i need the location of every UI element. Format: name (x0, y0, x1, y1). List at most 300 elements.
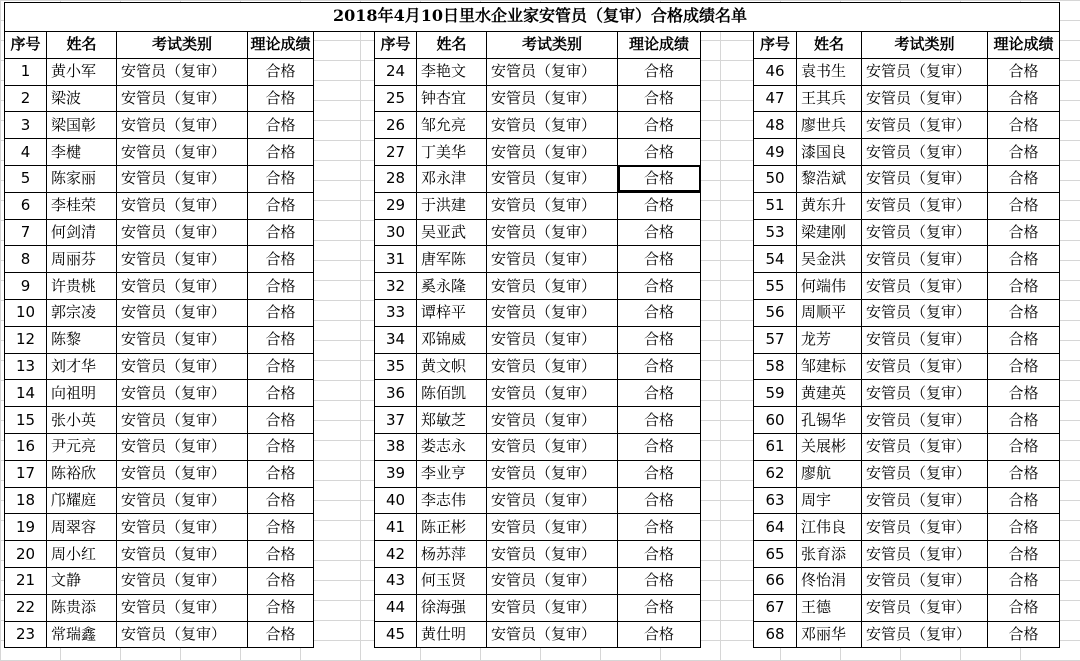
cell-name[interactable]: 陈贵添 (47, 594, 117, 621)
cell-name[interactable]: 周顺平 (797, 299, 862, 326)
cell-result[interactable]: 合格 (248, 326, 314, 353)
cell-no[interactable]: 49 (754, 139, 797, 166)
cell-no[interactable]: 38 (375, 433, 417, 460)
table-row (754, 487, 1060, 514)
cell-type[interactable]: 安管员（复审） (117, 460, 248, 487)
cell-result[interactable]: 合格 (618, 433, 701, 460)
cell-name[interactable]: 杨苏萍 (417, 541, 487, 568)
cell-name[interactable]: 漆国良 (797, 139, 862, 166)
cell-name[interactable]: 陈黎 (47, 326, 117, 353)
cell-result[interactable]: 合格 (988, 192, 1060, 219)
cell-result[interactable]: 合格 (248, 514, 314, 541)
cell-result[interactable]: 合格 (618, 58, 701, 85)
cell-type[interactable]: 安管员（复审） (862, 85, 988, 112)
header-name[interactable]: 姓名 (47, 32, 117, 59)
cell-name[interactable]: 向祖明 (47, 380, 117, 407)
cell-name[interactable]: 文静 (47, 567, 117, 594)
cell-type[interactable]: 安管员（复审） (117, 621, 248, 648)
cell-name[interactable]: 黎浩斌 (797, 165, 862, 192)
cell-name[interactable]: 黄文帜 (417, 353, 487, 380)
header-no[interactable]: 序号 (754, 32, 797, 59)
cell-result[interactable]: 合格 (618, 299, 701, 326)
cell-type[interactable]: 安管员（复审） (862, 192, 988, 219)
cell-no[interactable]: 58 (754, 353, 797, 380)
cell-name[interactable]: 吴亚武 (417, 219, 487, 246)
table-row (5, 594, 314, 621)
cell-result[interactable]: 合格 (248, 487, 314, 514)
cell-no[interactable]: 28 (375, 165, 417, 192)
cell-type[interactable]: 安管员（复审） (862, 380, 988, 407)
cell-result[interactable]: 合格 (618, 192, 701, 219)
cell-type[interactable]: 安管员（复审） (862, 594, 988, 621)
cell-no[interactable]: 42 (375, 541, 417, 568)
cell-no[interactable]: 50 (754, 165, 797, 192)
cell-name[interactable]: 李志伟 (417, 487, 487, 514)
cell-type[interactable]: 安管员（复审） (862, 326, 988, 353)
cell-no[interactable]: 9 (5, 273, 47, 300)
cell-no[interactable]: 8 (5, 246, 47, 273)
cell-result[interactable]: 合格 (618, 487, 701, 514)
cell-no[interactable]: 57 (754, 326, 797, 353)
cell-type[interactable]: 安管员（复审） (117, 192, 248, 219)
cell-type[interactable]: 安管员（复审） (487, 433, 618, 460)
cell-no[interactable]: 3 (5, 112, 47, 139)
header-type[interactable]: 考试类别 (487, 32, 618, 59)
cell-no[interactable]: 63 (754, 487, 797, 514)
cell-no[interactable]: 34 (375, 326, 417, 353)
cell-no[interactable]: 66 (754, 567, 797, 594)
cell-no[interactable]: 61 (754, 433, 797, 460)
cell-no[interactable]: 14 (5, 380, 47, 407)
cell-no[interactable]: 26 (375, 112, 417, 139)
cell-no[interactable]: 19 (5, 514, 47, 541)
cell-no[interactable]: 15 (5, 407, 47, 434)
cell-result[interactable]: 合格 (248, 219, 314, 246)
cell-name[interactable]: 袁书生 (797, 58, 862, 85)
cell-result[interactable]: 合格 (988, 326, 1060, 353)
cell-name[interactable]: 邝耀庭 (47, 487, 117, 514)
cell-name[interactable]: 周丽芬 (47, 246, 117, 273)
cell-no[interactable]: 54 (754, 246, 797, 273)
cell-type[interactable]: 安管员（复审） (117, 58, 248, 85)
cell-type[interactable]: 安管员（复审） (487, 273, 618, 300)
cell-result[interactable]: 合格 (248, 273, 314, 300)
cell-no[interactable]: 40 (375, 487, 417, 514)
cell-type[interactable]: 安管员（复审） (117, 85, 248, 112)
cell-no[interactable]: 24 (375, 58, 417, 85)
cell-no[interactable]: 7 (5, 219, 47, 246)
cell-no[interactable]: 6 (5, 192, 47, 219)
cell-result[interactable]: 合格 (988, 380, 1060, 407)
cell-result[interactable]: 合格 (988, 594, 1060, 621)
table-row (754, 112, 1060, 139)
cell-result[interactable]: 合格 (988, 541, 1060, 568)
cell-name[interactable]: 丁美华 (417, 139, 487, 166)
cell-name[interactable]: 李楗 (47, 139, 117, 166)
cell-no[interactable]: 30 (375, 219, 417, 246)
cell-name[interactable]: 梁国彰 (47, 112, 117, 139)
cell-name[interactable]: 何玉贤 (417, 567, 487, 594)
cell-result[interactable]: 合格 (988, 58, 1060, 85)
header-name[interactable]: 姓名 (797, 32, 862, 59)
cell-result[interactable]: 合格 (248, 192, 314, 219)
cell-no[interactable]: 22 (5, 594, 47, 621)
cell-type[interactable]: 安管员（复审） (117, 541, 248, 568)
cell-name[interactable]: 尹元亮 (47, 433, 117, 460)
cell-name[interactable]: 张小英 (47, 407, 117, 434)
table-row (754, 326, 1060, 353)
cell-result[interactable]: 合格 (988, 567, 1060, 594)
cell-type[interactable]: 安管员（复审） (117, 433, 248, 460)
cell-type[interactable]: 安管员（复审） (487, 567, 618, 594)
cell-result[interactable]: 合格 (248, 567, 314, 594)
cell-name[interactable]: 唐军陈 (417, 246, 487, 273)
table-row (5, 246, 314, 273)
cell-name[interactable]: 周翠容 (47, 514, 117, 541)
cell-name[interactable]: 黄仕明 (417, 621, 487, 648)
cell-result[interactable]: 合格 (248, 433, 314, 460)
cell-name[interactable]: 谭梓平 (417, 299, 487, 326)
cell-name[interactable]: 何端伟 (797, 273, 862, 300)
cell-no[interactable]: 62 (754, 460, 797, 487)
cell-type[interactable]: 安管员（复审） (487, 621, 618, 648)
cell-result[interactable]: 合格 (618, 246, 701, 273)
cell-type[interactable]: 安管员（复审） (117, 353, 248, 380)
cell-type[interactable]: 安管员（复审） (117, 514, 248, 541)
header-result[interactable]: 理论成绩 (988, 32, 1060, 59)
cell-name[interactable]: 张育添 (797, 541, 862, 568)
cell-type[interactable]: 安管员（复审） (862, 219, 988, 246)
cell-result[interactable]: 合格 (988, 621, 1060, 648)
cell-type[interactable]: 安管员（复审） (487, 594, 618, 621)
table-row (375, 353, 701, 380)
cell-type[interactable]: 安管员（复审） (487, 353, 618, 380)
cell-result[interactable]: 合格 (618, 594, 701, 621)
cell-result[interactable]: 合格 (988, 353, 1060, 380)
cell-no[interactable]: 4 (5, 139, 47, 166)
cell-type[interactable]: 安管员（复审） (862, 621, 988, 648)
cell-name[interactable]: 刘才华 (47, 353, 117, 380)
cell-no[interactable]: 64 (754, 514, 797, 541)
cell-result[interactable]: 合格 (248, 299, 314, 326)
cell-type[interactable]: 安管员（复审） (117, 407, 248, 434)
cell-result[interactable]: 合格 (988, 246, 1060, 273)
cell-no[interactable]: 45 (375, 621, 417, 648)
table-row (5, 433, 314, 460)
cell-type[interactable]: 安管员（复审） (117, 326, 248, 353)
cell-name[interactable]: 邹建标 (797, 353, 862, 380)
cell-result[interactable]: 合格 (618, 85, 701, 112)
cell-no[interactable]: 10 (5, 299, 47, 326)
header-no[interactable]: 序号 (5, 32, 47, 59)
cell-type[interactable]: 安管员（复审） (117, 112, 248, 139)
cell-result[interactable]: 合格 (248, 541, 314, 568)
cell-type[interactable]: 安管员（复审） (487, 219, 618, 246)
cell-no[interactable]: 67 (754, 594, 797, 621)
cell-no[interactable]: 16 (5, 433, 47, 460)
cell-type[interactable]: 安管员（复审） (487, 380, 618, 407)
cell-result[interactable]: 合格 (988, 407, 1060, 434)
cell-result[interactable]: 合格 (248, 353, 314, 380)
cell-type[interactable]: 安管员（复审） (862, 541, 988, 568)
cell-no[interactable]: 68 (754, 621, 797, 648)
cell-type[interactable]: 安管员（复审） (117, 380, 248, 407)
cell-name[interactable]: 许贵桃 (47, 273, 117, 300)
cell-name[interactable]: 王德 (797, 594, 862, 621)
cell-type[interactable]: 安管员（复审） (117, 273, 248, 300)
cell-type[interactable]: 安管员（复审） (117, 567, 248, 594)
cell-type[interactable]: 安管员（复审） (862, 246, 988, 273)
cell-name[interactable]: 郭宗凌 (47, 299, 117, 326)
cell-result[interactable]: 合格 (988, 299, 1060, 326)
cell-result[interactable]: 合格 (988, 460, 1060, 487)
header-result[interactable]: 理论成绩 (618, 32, 701, 59)
cell-result[interactable]: 合格 (988, 487, 1060, 514)
cell-no[interactable]: 47 (754, 85, 797, 112)
cell-no[interactable]: 1 (5, 58, 47, 85)
cell-type[interactable]: 安管员（复审） (862, 112, 988, 139)
cell-name[interactable]: 周宇 (797, 487, 862, 514)
cell-type[interactable]: 安管员（复审） (862, 139, 988, 166)
cell-no[interactable]: 44 (375, 594, 417, 621)
cell-name[interactable]: 钟杏宜 (417, 85, 487, 112)
cell-result[interactable]: 合格 (618, 460, 701, 487)
table-row (754, 273, 1060, 300)
table-row (5, 541, 314, 568)
cell-result[interactable]: 合格 (618, 219, 701, 246)
cell-type[interactable]: 安管员（复审） (487, 541, 618, 568)
cell-no[interactable]: 12 (5, 326, 47, 353)
cell-result[interactable]: 合格 (988, 514, 1060, 541)
cell-name[interactable]: 娄志永 (417, 433, 487, 460)
cell-type[interactable]: 安管员（复审） (117, 246, 248, 273)
cell-name[interactable]: 徐海强 (417, 594, 487, 621)
cell-no[interactable]: 60 (754, 407, 797, 434)
cell-type[interactable]: 安管员（复审） (117, 139, 248, 166)
table-row (754, 460, 1060, 487)
cell-type[interactable]: 安管员（复审） (862, 407, 988, 434)
table-row (5, 273, 314, 300)
cell-no[interactable]: 55 (754, 273, 797, 300)
cell-type[interactable]: 安管员（复审） (117, 299, 248, 326)
table-row (754, 165, 1060, 192)
cell-name[interactable]: 黄东升 (797, 192, 862, 219)
cell-type[interactable]: 安管员（复审） (487, 165, 618, 192)
cell-type[interactable]: 安管员（复审） (487, 487, 618, 514)
cell-no[interactable]: 65 (754, 541, 797, 568)
cell-name[interactable]: 何剑清 (47, 219, 117, 246)
cell-result[interactable]: 合格 (248, 85, 314, 112)
cell-result[interactable]: 合格 (248, 594, 314, 621)
cell-type[interactable]: 安管员（复审） (862, 273, 988, 300)
cell-name[interactable]: 王其兵 (797, 85, 862, 112)
header-type[interactable]: 考试类别 (862, 32, 988, 59)
cell-name[interactable]: 邓永津 (417, 165, 487, 192)
cell-type[interactable]: 安管员（复审） (117, 594, 248, 621)
cell-no[interactable]: 27 (375, 139, 417, 166)
cell-no[interactable]: 18 (5, 487, 47, 514)
cell-name[interactable]: 邹允亮 (417, 112, 487, 139)
cell-name[interactable]: 于洪建 (417, 192, 487, 219)
cell-name[interactable]: 常瑞鑫 (47, 621, 117, 648)
cell-type[interactable]: 安管员（复审） (117, 165, 248, 192)
header-name[interactable]: 姓名 (417, 32, 487, 59)
cell-no[interactable]: 23 (5, 621, 47, 648)
table-row (754, 594, 1060, 621)
cell-no[interactable]: 20 (5, 541, 47, 568)
cell-type[interactable]: 安管员（复审） (487, 58, 618, 85)
cell-no[interactable]: 43 (375, 567, 417, 594)
cell-name[interactable]: 周小红 (47, 541, 117, 568)
cell-result[interactable]: 合格 (988, 85, 1060, 112)
table-row (5, 326, 314, 353)
cell-result[interactable]: 合格 (988, 273, 1060, 300)
table-row (5, 139, 314, 166)
cell-no[interactable]: 59 (754, 380, 797, 407)
cell-result[interactable]: 合格 (618, 541, 701, 568)
cell-type[interactable]: 安管员（复审） (117, 219, 248, 246)
cell-name[interactable]: 陈佰凯 (417, 380, 487, 407)
table-row (754, 567, 1060, 594)
cell-result[interactable]: 合格 (988, 219, 1060, 246)
cell-type[interactable]: 安管员（复审） (862, 567, 988, 594)
cell-type[interactable]: 安管员（复审） (862, 58, 988, 85)
cell-no[interactable]: 32 (375, 273, 417, 300)
cell-name[interactable]: 廖世兵 (797, 112, 862, 139)
cell-no[interactable]: 46 (754, 58, 797, 85)
header-type[interactable]: 考试类别 (117, 32, 248, 59)
cell-no[interactable]: 37 (375, 407, 417, 434)
cell-type[interactable]: 安管员（复审） (487, 326, 618, 353)
cell-result[interactable]: 合格 (988, 433, 1060, 460)
cell-result[interactable]: 合格 (988, 165, 1060, 192)
cell-result[interactable]: 合格 (248, 407, 314, 434)
cell-type[interactable]: 安管员（复审） (487, 299, 618, 326)
cell-no[interactable]: 21 (5, 567, 47, 594)
cell-name[interactable]: 陈裕欣 (47, 460, 117, 487)
cell-type[interactable]: 安管员（复审） (862, 433, 988, 460)
cell-name[interactable]: 孔锡华 (797, 407, 862, 434)
cell-result[interactable]: 合格 (618, 139, 701, 166)
cell-type[interactable]: 安管员（复审） (487, 514, 618, 541)
cell-name[interactable]: 吴金洪 (797, 246, 862, 273)
cell-name[interactable]: 陈正彬 (417, 514, 487, 541)
cell-no[interactable]: 41 (375, 514, 417, 541)
cell-name[interactable]: 郑敏芝 (417, 407, 487, 434)
table-row (375, 273, 701, 300)
table-row (375, 433, 701, 460)
cell-type[interactable]: 安管员（复审） (487, 112, 618, 139)
cell-no[interactable]: 53 (754, 219, 797, 246)
cell-name[interactable]: 关展彬 (797, 433, 862, 460)
cell-result[interactable]: 合格 (618, 112, 701, 139)
cell-result[interactable]: 合格 (618, 326, 701, 353)
cell-result[interactable]: 合格 (988, 139, 1060, 166)
cell-type[interactable]: 安管员（复审） (862, 460, 988, 487)
cell-name[interactable]: 邓锦威 (417, 326, 487, 353)
cell-result[interactable]: 合格 (618, 407, 701, 434)
header-no[interactable]: 序号 (375, 32, 417, 59)
cell-type[interactable]: 安管员（复审） (862, 487, 988, 514)
cell-result[interactable]: 合格 (988, 112, 1060, 139)
cell-no[interactable]: 51 (754, 192, 797, 219)
cell-no[interactable]: 29 (375, 192, 417, 219)
cell-name[interactable]: 梁建刚 (797, 219, 862, 246)
cell-result[interactable]: 合格 (618, 380, 701, 407)
cell-type[interactable]: 安管员（复审） (487, 139, 618, 166)
cell-name[interactable]: 廖航 (797, 460, 862, 487)
cell-no[interactable]: 39 (375, 460, 417, 487)
cell-name[interactable]: 黄小军 (47, 58, 117, 85)
table-row (5, 58, 314, 85)
cell-name[interactable]: 李业亨 (417, 460, 487, 487)
cell-name[interactable]: 龙芳 (797, 326, 862, 353)
cell-name[interactable]: 李桂荣 (47, 192, 117, 219)
cell-result[interactable]: 合格 (618, 273, 701, 300)
cell-no[interactable]: 31 (375, 246, 417, 273)
cell-name[interactable]: 邓丽华 (797, 621, 862, 648)
cell-result[interactable]: 合格 (248, 621, 314, 648)
cell-type[interactable]: 安管员（复审） (487, 407, 618, 434)
cell-result[interactable]: 合格 (248, 58, 314, 85)
cell-no[interactable]: 33 (375, 299, 417, 326)
cell-name[interactable]: 奚永隆 (417, 273, 487, 300)
cell-no[interactable]: 35 (375, 353, 417, 380)
table-row (754, 514, 1060, 541)
cell-result[interactable]: 合格 (618, 353, 701, 380)
cell-name[interactable]: 李艳文 (417, 58, 487, 85)
table-row (754, 58, 1060, 85)
cell-name[interactable]: 佟怡涓 (797, 567, 862, 594)
cell-name[interactable]: 梁波 (47, 85, 117, 112)
cell-result[interactable]: 合格 (248, 380, 314, 407)
cell-no[interactable]: 56 (754, 299, 797, 326)
cell-no[interactable]: 48 (754, 112, 797, 139)
cell-type[interactable]: 安管员（复审） (487, 246, 618, 273)
table-row (754, 299, 1060, 326)
cell-type[interactable]: 安管员（复审） (117, 487, 248, 514)
cell-result[interactable]: 合格 (248, 139, 314, 166)
cell-type[interactable]: 安管员（复审） (487, 460, 618, 487)
cell-type[interactable]: 安管员（复审） (487, 85, 618, 112)
cell-result[interactable]: 合格 (618, 621, 701, 648)
cell-no[interactable]: 5 (5, 165, 47, 192)
cell-type[interactable]: 安管员（复审） (862, 514, 988, 541)
cell-no[interactable]: 25 (375, 85, 417, 112)
cell-type[interactable]: 安管员（复审） (487, 192, 618, 219)
cell-no[interactable]: 36 (375, 380, 417, 407)
cell-type[interactable]: 安管员（复审） (862, 299, 988, 326)
cell-result[interactable]: 合格 (248, 165, 314, 192)
cell-result[interactable]: 合格 (248, 112, 314, 139)
cell-no[interactable]: 13 (5, 353, 47, 380)
cell-result[interactable]: 合格 (618, 514, 701, 541)
table-row (5, 299, 314, 326)
cell-type[interactable]: 安管员（复审） (862, 165, 988, 192)
cell-result[interactable]: 合格 (248, 246, 314, 273)
cell-result[interactable]: 合格 (618, 165, 701, 192)
cell-type[interactable]: 安管员（复审） (862, 353, 988, 380)
cell-name[interactable]: 江伟良 (797, 514, 862, 541)
cell-result[interactable]: 合格 (248, 460, 314, 487)
cell-result[interactable]: 合格 (618, 567, 701, 594)
table-row (375, 487, 701, 514)
cell-no[interactable]: 2 (5, 85, 47, 112)
cell-name[interactable]: 黄建英 (797, 380, 862, 407)
cell-no[interactable]: 17 (5, 460, 47, 487)
header-result[interactable]: 理论成绩 (248, 32, 314, 59)
cell-name[interactable]: 陈家丽 (47, 165, 117, 192)
